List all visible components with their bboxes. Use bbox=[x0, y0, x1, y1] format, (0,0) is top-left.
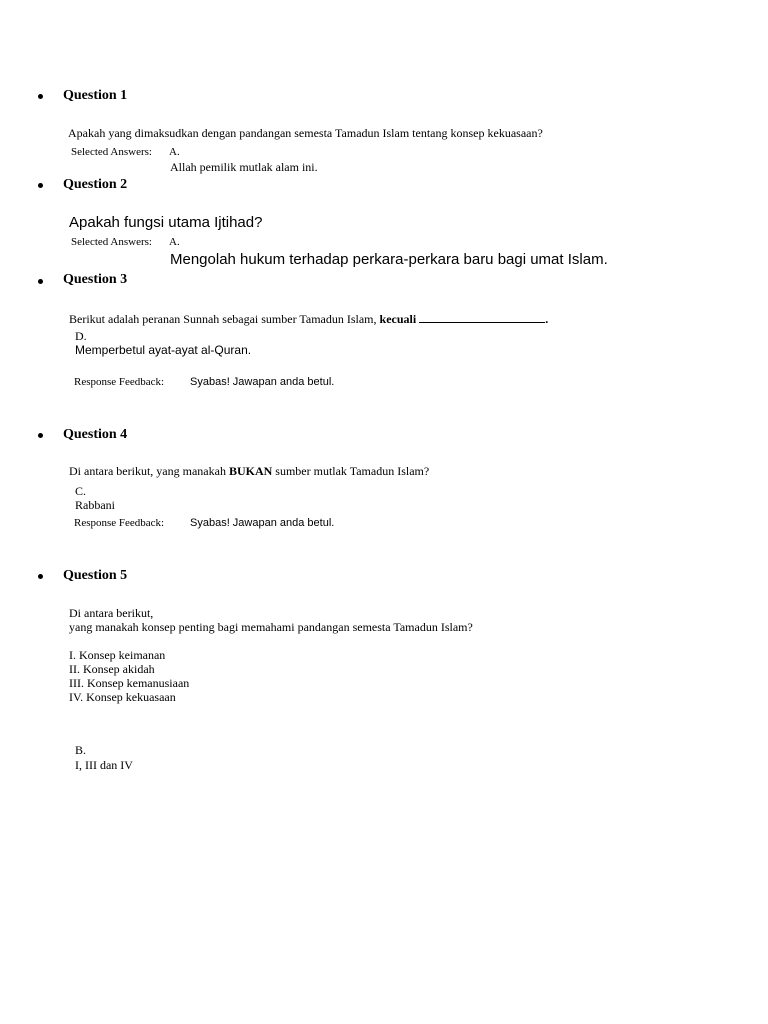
question-4-text-before: Di antara berikut, yang manakah bbox=[69, 464, 226, 478]
question-2-selected-label: Selected Answers: bbox=[71, 236, 152, 248]
question-1-answer-letter: A. bbox=[169, 146, 180, 158]
option-item: IV. Konsep kekuasaan bbox=[69, 690, 176, 704]
question-4-answer-text: Rabbani bbox=[75, 498, 115, 512]
option-item: III. Konsep kemanusiaan bbox=[69, 676, 190, 690]
question-4-feedback-text: Syabas! Jawapan anda betul. bbox=[190, 517, 335, 529]
question-5-title: Question 5 bbox=[63, 568, 128, 583]
question-1-answer-text: Allah pemilik mutlak alam ini. bbox=[170, 160, 318, 174]
option-item: I. Konsep keimanan bbox=[69, 648, 166, 662]
question-4-text bbox=[69, 465, 429, 477]
question-2-answer-letter: A. bbox=[169, 236, 180, 248]
question-4-text-after: sumber mutlak Tamadun Islam? bbox=[275, 464, 430, 478]
question-5-text-line1: Di antara berikut, bbox=[69, 606, 154, 620]
bullet-icon bbox=[38, 94, 43, 99]
question-5-answer-text: I, III dan IV bbox=[75, 758, 133, 772]
bullet-icon bbox=[38, 574, 43, 579]
question-2-answer-text: Mengolah hukum terhadap perkara-perkara baru bagi umat Islam. bbox=[170, 251, 608, 268]
question-4-text-bold: BUKAN bbox=[228, 464, 273, 478]
question-2-title: Question 2 bbox=[63, 177, 128, 192]
fill-in-blank bbox=[419, 312, 545, 323]
bullet-icon bbox=[38, 433, 43, 438]
bullet-icon bbox=[38, 279, 43, 284]
question-3-answer-text: Memperbetul ayat-ayat al-Quran. bbox=[75, 343, 252, 357]
question-3-feedback-text: Syabas! Jawapan anda betul. bbox=[190, 376, 335, 388]
question-4-title: Question 4 bbox=[63, 427, 128, 442]
option-item: II. Konsep akidah bbox=[69, 662, 155, 676]
question-3-text bbox=[69, 312, 548, 325]
question-1-title: Question 1 bbox=[63, 88, 128, 103]
question-5-text-line2: yang manakah konsep penting bagi memahami pandangan semesta Tamadun Islam? bbox=[69, 620, 473, 634]
question-1-text: Apakah yang dimaksudkan dengan pandangan semesta Tamadun Islam tentang konsep kekuasaan? bbox=[68, 126, 543, 140]
question-4-answer-letter: C. bbox=[75, 484, 87, 498]
bullet-icon bbox=[38, 183, 43, 188]
question-1-selected-label: Selected Answers: bbox=[71, 146, 152, 158]
question-3-text-end: . bbox=[545, 312, 549, 326]
question-3-feedback-label: Response Feedback: bbox=[74, 376, 165, 388]
question-3-text-before: Berikut adalah peranan Sunnah sebagai sumber Tamadun Islam, bbox=[69, 312, 377, 326]
question-3-text-bold: kecuali bbox=[379, 312, 417, 326]
question-3-title: Question 3 bbox=[63, 272, 128, 287]
question-4-feedback-label: Response Feedback: bbox=[74, 517, 165, 529]
question-3-answer-letter: D. bbox=[75, 329, 87, 343]
question-5-answer-letter: B. bbox=[75, 743, 87, 757]
question-2-text: Apakah fungsi utama Ijtihad? bbox=[69, 214, 263, 231]
